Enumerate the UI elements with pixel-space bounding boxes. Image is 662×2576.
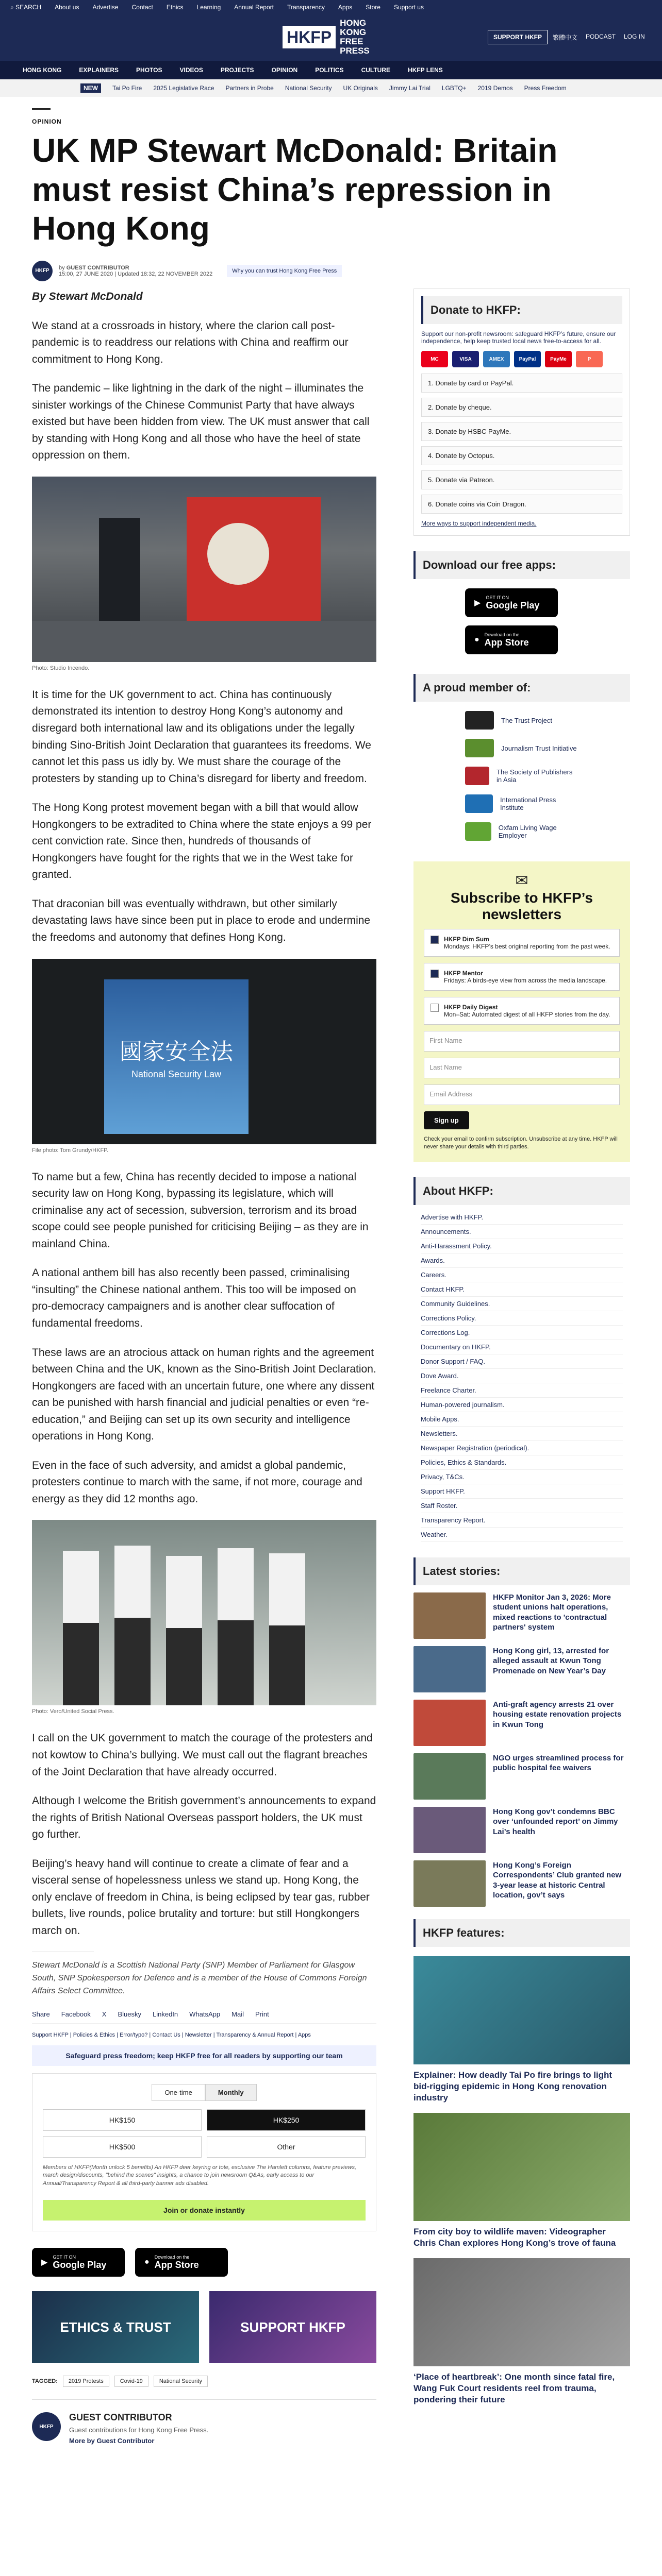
share-print[interactable]: Print — [255, 2010, 269, 2018]
trust-link[interactable]: Why you can trust Hong Kong Free Press — [227, 265, 342, 277]
sign-en: National Security Law — [131, 1069, 222, 1080]
photo-caption: Photo: Vero/United Social Press. — [32, 1708, 114, 1715]
author-box-name[interactable]: GUEST CONTRIBUTOR — [69, 2412, 172, 2422]
store-link[interactable]: Store — [366, 4, 380, 11]
author-avatar[interactable]: HKFP — [32, 261, 53, 281]
story-thumbnail — [413, 1860, 486, 1907]
learning-link[interactable]: Learning — [196, 4, 221, 11]
feature-title[interactable]: From city boy to wildlife maven: Videographer Chris Chan explores Hong Kong’s trove of fauna — [413, 2227, 616, 2248]
about-link[interactable]: Donor Support / FAQ. — [421, 1354, 623, 1369]
about-link[interactable]: Transparency Report. — [421, 1513, 623, 1528]
share-x[interactable]: X — [102, 2010, 107, 2018]
member-title: A proud member of: — [413, 674, 630, 702]
nav-politics[interactable]: POLITICS — [315, 66, 344, 74]
tag[interactable]: Covid-19 — [114, 2376, 148, 2387]
nsl-billboard-photo — [32, 959, 376, 1144]
member-ipi[interactable] — [465, 794, 578, 813]
about-link[interactable]: Mobile Apps. — [421, 1412, 623, 1427]
paragraph: I call on the UK government to match the courage of the protesters and not kowtow to China’s bullying. We must call out the flagrant breaches of the Joint Declaration that have already occurred. — [32, 1732, 373, 1778]
as-small: Download on the — [484, 632, 520, 637]
about-link[interactable]: Announcements. — [421, 1225, 623, 1239]
gp-small: GET IT ON — [53, 2254, 76, 2260]
nav-videos[interactable]: VIDEOS — [179, 66, 203, 74]
about-title: About HKFP: — [413, 1177, 630, 1205]
join-button[interactable]: Join or donate instantly — [43, 2200, 366, 2221]
patreon-icon: P — [576, 351, 603, 367]
site-logo[interactable] — [283, 18, 386, 56]
member-name: Oxfam Living Wage Employer — [498, 824, 557, 839]
sopa-icon — [465, 767, 489, 785]
author-bio: Stewart McDonald is a Scottish National Party (SNP) Member of Parliament for Glasgow South, SNP Spokesperson for Defence and is a member of the House of Commons Foreign Affairs Select Committee. — [32, 1961, 367, 1996]
paragraph: Although I welcome the British government’s announcements to expand the rights of British National Overseas passport holders, the UK must go further. — [32, 1795, 376, 1841]
donate-step[interactable]: 3. Donate by HSBC PayMe. — [421, 422, 622, 441]
sign-zh: 國家安全法 — [120, 1039, 233, 1065]
jti-icon — [465, 739, 494, 757]
tags-label: TAGGED: — [32, 2378, 58, 2384]
top-utility-bar — [0, 0, 662, 14]
about-link[interactable]: Advertise with HKFP. — [421, 1210, 623, 1225]
email-input[interactable]: Email Address — [424, 1084, 620, 1105]
member-oxfam[interactable] — [465, 822, 578, 841]
one-time-option[interactable]: One-time — [152, 2084, 205, 2101]
story-thumbnail — [413, 1646, 486, 1692]
sidebar-apps — [413, 579, 630, 664]
option-name: HKFP Mentor — [444, 970, 483, 977]
updated-date: Updated 18:32, 22 NOVEMBER 2022 — [118, 270, 213, 277]
support-hkfp-button[interactable]: SUPPORT HKFP — [488, 30, 548, 44]
story-title[interactable]: HKFP Monitor Jan 3, 2026: More student unions halt operations, mixed reactions to 'contractual partners' system — [493, 1592, 611, 1632]
about-link[interactable]: Staff Roster. — [421, 1499, 623, 1513]
contact-link[interactable]: Contact — [131, 4, 153, 11]
apple-icon: ● — [144, 2258, 150, 2266]
trending-nsl[interactable]: National Security — [285, 84, 332, 92]
paragraph: The pandemic – like lightning in the dark of the night – illuminates the sinister workings of the Chinese Communist Party that have always existed but have been hidden from view. The UK must answer that call by standing with Hong Kong and all those who have the heel of state oppression on them. — [32, 382, 370, 462]
ethics-promo[interactable]: ETHICS & TRUST — [32, 2291, 199, 2363]
trending-jimmy-lai[interactable]: Jimmy Lai Trial — [389, 84, 431, 92]
language-link[interactable]: 繁體中文 — [553, 34, 578, 41]
apple-icon: ● — [474, 635, 479, 644]
amount-option[interactable]: HK$500 — [43, 2136, 202, 2158]
support-link[interactable]: Support us — [393, 4, 424, 11]
about-link[interactable]: Newspaper Registration (periodical). — [421, 1441, 623, 1455]
visa-icon: VISA — [452, 351, 479, 367]
author-box-more[interactable]: More by Guest Contributor — [69, 2437, 155, 2445]
login-link[interactable]: LOG IN — [624, 33, 645, 40]
trending-lgbtq[interactable]: LGBTQ+ — [441, 84, 467, 92]
about-link[interactable]: Documentary on HKFP. — [421, 1340, 623, 1354]
donate-step[interactable]: 6. Donate coins via Coin Dragon. — [421, 495, 622, 514]
story-thumbnail — [413, 1592, 486, 1639]
tag[interactable]: 2019 Protests — [63, 2376, 109, 2387]
article-body — [32, 289, 376, 2445]
byline-text: by GUEST CONTRIBUTOR 15:00, 27 JUNE 2020 | Updated 18:32, 22 NOVEMBER 2022 — [59, 264, 213, 277]
divider — [32, 108, 51, 110]
story-title[interactable]: Hong Kong gov’t condemns BBC over ‘unfounded report’ on Jimmy Lai’s health — [493, 1807, 618, 1836]
story-title[interactable]: Anti-graft agency arrests 21 over housing estate renovation projects in Kwun Tong — [493, 1700, 622, 1729]
logo-text — [340, 19, 386, 55]
checkbox-checked[interactable] — [431, 936, 439, 944]
feature-title[interactable]: ‘Place of heartbreak’: One month since fatal fire, Wang Fuk Court residents reel from trauma, pondering their future — [413, 2372, 615, 2405]
latest-story[interactable] — [413, 1646, 630, 1692]
share-label: Share — [32, 2010, 50, 2018]
as-big: App Store — [154, 2259, 199, 2270]
transparency-link[interactable]: Transparency — [287, 4, 325, 11]
as-small: Download on the — [154, 2254, 190, 2260]
mastercard-icon: MC — [421, 351, 448, 367]
latest-story[interactable] — [413, 1700, 630, 1746]
students-photo — [32, 1520, 376, 1705]
latest-title: Latest stories: — [413, 1557, 630, 1585]
nav-hkfp-lens[interactable]: HKFP LENS — [408, 66, 443, 74]
checkbox[interactable] — [431, 1004, 439, 1012]
paragraph: Beijing’s heavy hand will continue to create a climate of fear and a visceral sense of hopelessness unless we stand up. Hong Kong, the only enclave of freedom in China, is being eclipsed by tear gas, rubber bullets, live rounds, police brutality and torture: but still Hongkongers march on. — [32, 1857, 370, 1937]
apps-title: Download our free apps: — [413, 551, 630, 579]
first-name-input[interactable]: First Name — [424, 1031, 620, 1052]
more-ways-link[interactable]: More ways to support independent media. — [421, 520, 537, 527]
share-whatsapp[interactable]: WhatsApp — [189, 2010, 221, 2018]
newsletter-option[interactable] — [424, 963, 620, 991]
tags — [32, 2376, 376, 2387]
newsletter-widget — [413, 861, 630, 1162]
member-list — [413, 711, 630, 841]
paragraph: To name but a few, China has recently decided to impose a national security law on Hong Kong, bypassing its legislature, which will criminalise any act of secession, subversion, terrorism and its broad scope could see people punished for criticising Beijing – as they are in mainland China. — [32, 1171, 369, 1250]
about-link[interactable]: Policies, Ethics & Standards. — [421, 1455, 623, 1470]
donate-title: Donate to HKFP: — [421, 296, 622, 324]
latest-story[interactable] — [413, 1807, 630, 1853]
sidebar — [413, 289, 630, 2415]
about-link[interactable]: Anti-Harassment Policy. — [421, 1239, 623, 1253]
share-mail[interactable]: Mail — [231, 2010, 244, 2018]
author-box-avatar[interactable]: HKFP — [32, 2412, 61, 2441]
paragraph: It is time for the UK government to act. China has continuously demonstrated its intention to destroy Hong Kong’s autonomy and disregard both international law and its obligations under the legally binding Sino-British Joint Declaration that guarantees its freedoms. We cannot let this pass us idly by. We must share the courage of the protesters by standing up to China’s disregard for liberty and freedom. — [32, 688, 371, 785]
membership-note: Members of HKFP(Month unlock 5 benefits) An HKFP deer keyring or tote, exclusive The Hamlett columns, feature previews, march design/discounts, "behind the scenes" insights, a chance to join newsroom Q&As, early access to our Annual/Transparency Report & all third-party banner ads disabled. — [43, 2164, 357, 2187]
donate-step[interactable]: 2. Donate by cheque. — [421, 398, 622, 417]
author-name[interactable]: GUEST CONTRIBUTOR — [66, 264, 129, 271]
member-name: Journalism Trust Initiative — [501, 744, 577, 752]
member-trust-project[interactable] — [465, 711, 578, 730]
logo-mark: HKFP — [283, 26, 336, 48]
ethics-link[interactable]: Ethics — [166, 4, 184, 11]
support-cta[interactable]: Safeguard press freedom; keep HKFP free for all readers by supporting our team — [32, 2045, 376, 2066]
podcast-link[interactable]: PODCAST — [586, 33, 616, 40]
paragraph: These laws are an atrocious attack on human rights and the agreement between China and the UK, known as the Sino-British Joint Declaration. Hongkongers are faced with an uncertain future, one where any dissent can be punished with harsh financial and judicial penalties or even “re-education,” and Beijing can set up its own security and intelligence operations in Hong Kong. — [32, 1346, 376, 1443]
story-thumbnail — [413, 1700, 486, 1746]
paypal-icon: PayPal — [514, 351, 541, 367]
story-thumbnail — [413, 1753, 486, 1800]
trust-project-icon — [465, 711, 494, 730]
newsletter-option[interactable] — [424, 929, 620, 957]
signup-button[interactable]: Sign up — [424, 1111, 469, 1129]
about-link[interactable]: About us — [55, 4, 79, 11]
footer-links[interactable]: Support HKFP | Policies & Ethics | Error/typo? | Contact Us | Newsletter | Transparency & Annual Report | Apps — [32, 2031, 311, 2038]
feature-image — [413, 1956, 630, 2064]
option-desc: Fridays: A birds-eye view from across the media landscape. — [444, 977, 607, 984]
payme-icon: PayMe — [545, 351, 572, 367]
about-link[interactable]: Newsletters. — [421, 1427, 623, 1441]
paragraph: Even in the face of such adversity, and amidst a global pandemic, protesters continue to march with the same, if not more, courage and energy as they did 12 months ago. — [32, 1459, 362, 1505]
google-play-badge[interactable] — [465, 588, 558, 617]
advertise-link[interactable]: Advertise — [92, 4, 119, 11]
trending-2019[interactable]: 2019 Demos — [477, 84, 513, 92]
article-category[interactable]: OPINION — [32, 118, 62, 125]
story-title[interactable]: Hong Kong’s Foreign Correspondents’ Club granted new 3-year lease at historic Central location, gov’t says — [493, 1860, 622, 1900]
about-link[interactable]: Dove Award. — [421, 1369, 623, 1383]
promo-banners — [32, 2291, 376, 2363]
amount-option-other[interactable]: Other — [207, 2136, 366, 2158]
app-store-badge[interactable] — [465, 625, 558, 654]
nav-hong-kong[interactable]: HONG KONG — [23, 66, 62, 74]
app-badges — [32, 2244, 376, 2281]
feature-title[interactable]: Explainer: How deadly Tai Po fire brings to light bid-rigging epidemic in Hong Kong renovation industry — [413, 2070, 613, 2103]
gp-small: GET IT ON — [486, 595, 509, 600]
annual-report-link[interactable]: Annual Report — [234, 4, 274, 11]
member-jti[interactable] — [465, 739, 578, 757]
about-link[interactable]: Weather. — [421, 1528, 623, 1542]
logo-line-2: FREE PRESS — [340, 37, 370, 56]
trending-legco-race[interactable]: 2025 Legislative Race — [153, 84, 214, 92]
logo-line-1: HONG KONG — [340, 18, 367, 38]
feature-story[interactable] — [413, 2113, 630, 2249]
feature-story[interactable] — [413, 2258, 630, 2405]
mail-icon: ✉ — [515, 872, 528, 889]
donate-step[interactable]: 5. Donate via Patreon. — [421, 470, 622, 489]
newsletter-note: Check your email to confirm subscription. Unsubscribe at any time. HKFP will never share your details with third parties. — [424, 1136, 618, 1150]
option-desc: Mon–Sat: Automated digest of all HKFP stories from the day. — [444, 1011, 610, 1018]
about-link[interactable]: Human-powered journalism. — [421, 1398, 623, 1412]
main-nav — [0, 61, 662, 79]
nav-explainers[interactable]: EXPLAINERS — [79, 66, 119, 74]
donation-widget — [32, 2073, 376, 2231]
support-promo[interactable]: SUPPORT HKFP — [209, 2291, 376, 2363]
latest-story[interactable] — [413, 1860, 630, 1907]
share-linkedin[interactable]: LinkedIn — [153, 2010, 178, 2018]
protest-photo-art — [32, 477, 376, 662]
google-play-badge[interactable] — [32, 2248, 125, 2277]
article-title: UK MP Stewart McDonald: Britain must resist China’s repression in Hong Kong — [32, 132, 558, 247]
latest-story[interactable] — [413, 1592, 630, 1639]
last-name-input[interactable]: Last Name — [424, 1058, 620, 1078]
trending-partners[interactable]: Partners in Probe — [225, 84, 274, 92]
feature-image — [413, 2258, 630, 2366]
byline — [32, 261, 630, 281]
member-name: International Press Institute — [500, 796, 556, 811]
photo-caption: File photo: Tom Grundy/HKFP. — [32, 1147, 109, 1154]
share-bar — [32, 2010, 376, 2024]
paragraph: We stand at a crossroads in history, where the clarion call post-pandemic is to readdress our relations with China and reaffirm our commitment to Hong Kong. — [32, 319, 349, 365]
app-store-badge[interactable] — [135, 2248, 228, 2277]
donate-intro[interactable]: Support our non-profit newsroom: safeguard HKFP’s future, ensure our independence, help keep trusted local news free-to-access for all. — [421, 330, 616, 345]
newsletter-title: Subscribe to HKFP’s newsletters — [451, 890, 593, 922]
donate-step[interactable]: 1. Donate by card or PayPal. — [421, 374, 622, 393]
about-link[interactable]: Corrections Policy. — [421, 1311, 623, 1326]
story-thumbnail — [413, 1807, 486, 1853]
article-header — [32, 108, 630, 281]
donate-step[interactable]: 4. Donate by Octopus. — [421, 446, 622, 465]
payment-methods — [421, 351, 622, 367]
amount-grid — [43, 2109, 366, 2158]
latest-list — [413, 1592, 630, 1907]
member-name: The Trust Project — [501, 716, 552, 724]
trending-tai-po-fire[interactable]: Tai Po Fire — [112, 84, 142, 92]
article-byline: By Stewart McDonald — [32, 291, 143, 302]
nav-opinion[interactable]: OPINION — [271, 66, 298, 74]
about-link[interactable]: Awards. — [421, 1253, 623, 1268]
paragraph: That draconian bill was eventually withdrawn, but other similarly devastating laws have since been put in place to erode and undermine the freedoms and autonomy that defines Hong Kong. — [32, 897, 371, 944]
nav-projects[interactable]: PROJECTS — [220, 66, 254, 74]
tag[interactable]: National Security — [154, 2376, 208, 2387]
search-label: SEARCH — [15, 3, 42, 11]
feature-story[interactable] — [413, 1956, 630, 2104]
paragraph: The Hong Kong protest movement began with a bill that would allow Hongkongers to be extradited to China where the state enjoys a 99 per cent conviction rate. Since then, hundreds of thousands of Hongkongers have fought for the rights that we in the West take for granted. — [32, 802, 372, 881]
nav-culture[interactable]: CULTURE — [361, 66, 390, 74]
author-box — [32, 2399, 376, 2445]
apps-link[interactable]: Apps — [338, 4, 353, 11]
story-title[interactable]: Hong Kong girl, 13, arrested for alleged assault at Kwun Tong Promenade on New Year’s Day — [493, 1646, 609, 1675]
trending-bar — [0, 79, 662, 97]
amount-option-selected[interactable]: HK$250 — [207, 2109, 366, 2131]
member-sopa[interactable] — [465, 767, 578, 785]
checkbox-checked[interactable] — [431, 970, 439, 978]
paragraph: A national anthem bill has also recently been passed, criminalising “insulting” the Chinese national anthem. This too will be imposed on pro-democracy campaigners and is another clear suffocation of fundamental freedoms. — [32, 1267, 356, 1329]
newsletter-option[interactable] — [424, 997, 620, 1025]
donate-widget — [413, 289, 630, 536]
nav-photos[interactable]: PHOTOS — [136, 66, 162, 74]
byline-by: by — [59, 264, 65, 271]
about-list — [413, 1205, 630, 1547]
share-bluesky[interactable]: Bluesky — [118, 2010, 141, 2018]
story-title[interactable]: NGO urges streamlined process for public hospital fee waivers — [493, 1753, 624, 1773]
feature-image — [413, 2113, 630, 2221]
ipi-icon — [465, 794, 493, 813]
author-box-desc: Guest contributions for Hong Kong Free Press. — [69, 2426, 209, 2434]
amex-icon: AMEX — [483, 351, 510, 367]
billboard-sign — [104, 979, 249, 1134]
option-name: HKFP Daily Digest — [444, 1004, 498, 1011]
about-link[interactable]: Support HKFP. — [421, 1484, 623, 1499]
play-icon: ▶ — [41, 2258, 48, 2267]
gp-big: Google Play — [486, 600, 540, 611]
search-link[interactable]: ⌕ SEARCH — [10, 3, 42, 11]
monthly-option[interactable]: Monthly — [205, 2084, 257, 2101]
gp-big: Google Play — [53, 2259, 107, 2270]
about-link[interactable]: Contact HKFP. — [421, 1282, 623, 1297]
trending-uk[interactable]: UK Originals — [343, 84, 378, 92]
new-badge: NEW — [80, 83, 101, 93]
trending-press-freedom[interactable]: Press Freedom — [524, 84, 567, 92]
amount-option[interactable]: HK$150 — [43, 2109, 202, 2131]
students-photo-art — [32, 1520, 376, 1705]
publish-date: 15:00, 27 JUNE 2020 — [59, 270, 113, 277]
option-desc: Mondays: HKFP’s best original reporting from the past week. — [444, 943, 610, 950]
donate-steps — [421, 374, 622, 514]
latest-story[interactable] — [413, 1753, 630, 1800]
about-link[interactable]: Community Guidelines. — [421, 1297, 623, 1311]
as-big: App Store — [484, 637, 529, 648]
play-icon: ▶ — [474, 599, 481, 607]
photo-caption: Photo: Studio Incendo. — [32, 665, 90, 671]
about-link[interactable]: Privacy, T&Cs. — [421, 1470, 623, 1484]
about-link[interactable]: Freelance Charter. — [421, 1383, 623, 1398]
features-title: HKFP features: — [413, 1919, 630, 1947]
about-link[interactable]: Careers. — [421, 1268, 623, 1282]
oxfam-icon — [465, 822, 491, 841]
about-link[interactable]: Corrections Log. — [421, 1326, 623, 1340]
option-name: HKFP Dim Sum — [444, 936, 489, 943]
protest-photo — [32, 477, 376, 662]
frequency-toggle — [43, 2084, 366, 2101]
member-name: The Society of Publishers in Asia — [496, 768, 573, 784]
share-facebook[interactable]: Facebook — [61, 2010, 91, 2018]
